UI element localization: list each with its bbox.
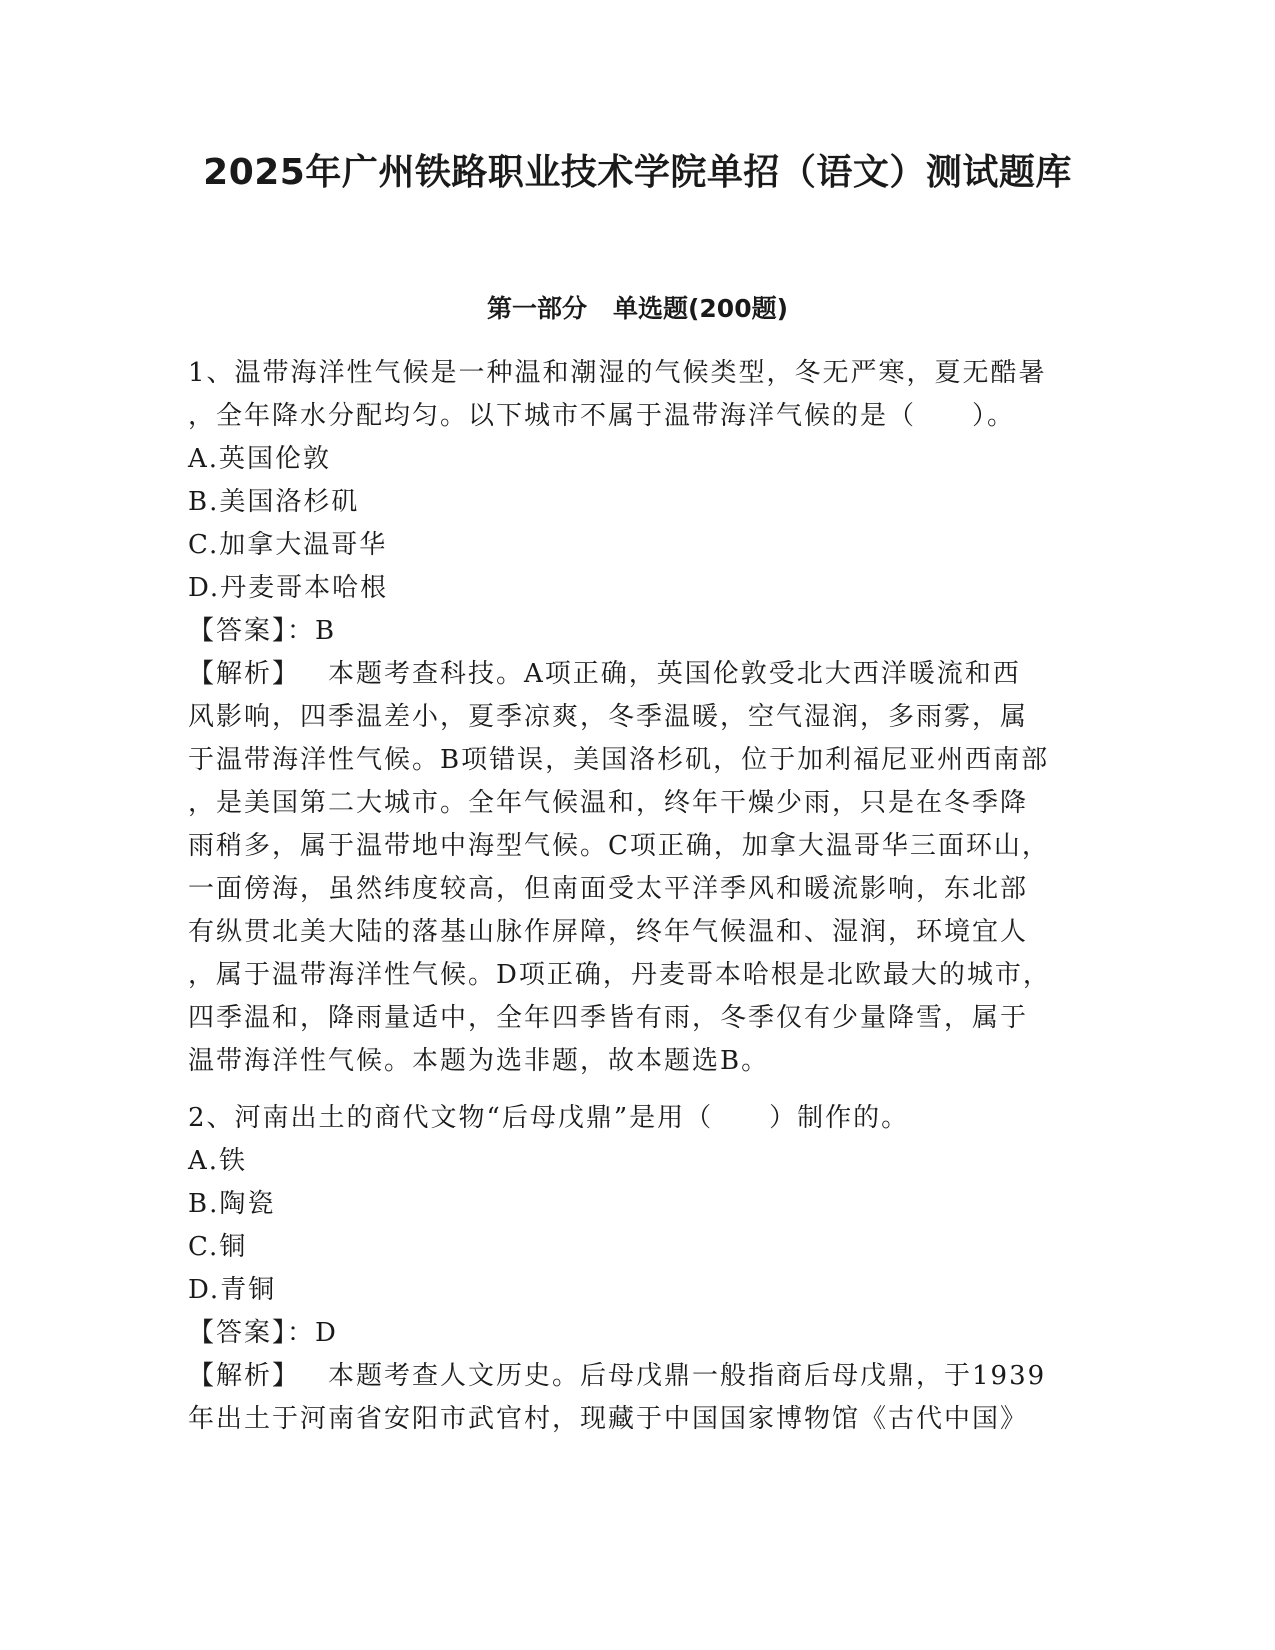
- answer-label: 【答案】：: [188, 616, 316, 646]
- document-title: 2025年广州铁路职业技术学院单招（语文）测试题库: [203, 152, 1072, 193]
- explanation-text: 本题考查人文历史。后母戊鼎一般指商后母戊鼎，于1939: [328, 1361, 1047, 1391]
- question-2-explanation-line: 年出土于河南省安阳市武官村，现藏于中国国家博物馆《古代中国》: [188, 1404, 1029, 1434]
- question-1-explanation-line: 有纵贯北美大陆的落基山脉作屏障，终年气候温和、湿润，环境宜人: [188, 917, 1029, 947]
- explanation-text: 本题考查科技。A项正确，英国伦敦受北大西洋暖流和西: [328, 659, 1021, 689]
- question-1-explanation-line: 风影响，四季温差小，夏季凉爽，冬季温暖，空气湿润，多雨雾，属: [188, 702, 1029, 732]
- explanation-label: 【解析】: [188, 659, 301, 689]
- question-1: [188, 352, 1088, 1083]
- question-1-explanation-line: 于温带海洋性气候。B项错误，美国洛杉矶，位于加利福尼亚州西南部: [188, 745, 1050, 775]
- question-2-answer: [188, 1312, 1088, 1355]
- question-1-explanation-line: 一面傍海，虽然纬度较高，但南面受太平洋季风和暖流影响，东北部: [188, 874, 1029, 904]
- section-name: 单选题(200题): [612, 294, 789, 323]
- question-1-answer: [188, 610, 1088, 653]
- question-1-option-b: B.美国洛杉矶: [188, 487, 360, 517]
- question-1-stem-line: 1、温带海洋性气候是一种温和潮湿的气候类型，冬无严寒，夏无酷暑: [188, 358, 1047, 388]
- section-part: 第一部分: [486, 294, 587, 323]
- question-1-option-d: D.丹麦哥本哈根: [188, 573, 389, 603]
- question-1-explanation-line: 温带海洋性气候。本题为选非题，故本题选B。: [188, 1046, 770, 1076]
- question-2-option-a: A.铁: [188, 1146, 248, 1176]
- question-1-option-a: A.英国伦敦: [188, 444, 332, 474]
- question-2: [188, 1097, 1088, 1441]
- question-1-explanation-line: ，属于温带海洋性气候。D项正确，丹麦哥本哈根是北欧最大的城市，: [188, 960, 1051, 990]
- section-heading: [0, 292, 1275, 326]
- answer-value: D: [315, 1318, 338, 1348]
- question-1-explanation-line: ，是美国第二大城市。全年气候温和，终年干燥少雨，只是在冬季降: [188, 788, 1029, 818]
- answer-label: 【答案】：: [188, 1318, 316, 1348]
- question-1-explanation-line: [188, 653, 1088, 696]
- explanation-label: 【解析】: [188, 1361, 301, 1391]
- question-2-option-b: B.陶瓷: [188, 1189, 276, 1219]
- question-2-stem-line: 2、河南出土的商代文物“后母戊鼎”是用（ ）制作的。: [188, 1103, 910, 1133]
- question-2-option-c: C.铜: [188, 1232, 248, 1262]
- question-1-option-c: C.加拿大温哥华: [188, 530, 388, 560]
- question-list: [188, 352, 1088, 1441]
- question-1-stem-line: ，全年降水分配均匀。以下城市不属于温带海洋气候的是（ ）。: [188, 401, 1016, 431]
- question-1-explanation-line: 雨稍多，属于温带地中海型气候。C项正确，加拿大温哥华三面环山，: [188, 831, 1050, 861]
- question-2-option-d: D.青铜: [188, 1275, 277, 1305]
- answer-value: B: [315, 616, 337, 646]
- question-1-explanation-line: 四季温和，降雨量适中，全年四季皆有雨，冬季仅有少量降雪，属于: [188, 1003, 1029, 1033]
- question-2-explanation-line: [188, 1355, 1088, 1398]
